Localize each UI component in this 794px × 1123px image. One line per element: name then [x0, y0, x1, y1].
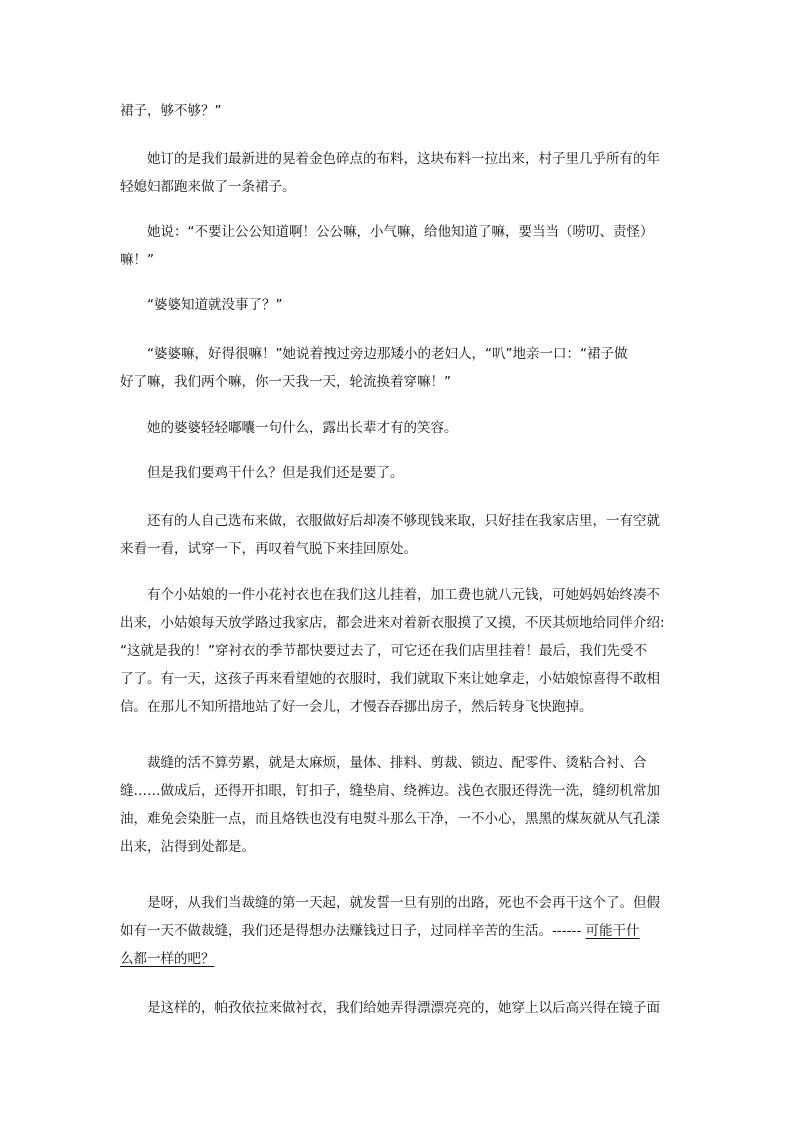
text-line: “这就是我的！”穿衬衣的季节都快要过去了，可它还在我们店里挂着！最后，我们先受不	[120, 643, 647, 659]
text-line: 出来，小姑娘每天放学路过我家店，都会进来对着新衣服摸了又摸，不厌其烦地给同伴介绍:	[120, 615, 665, 631]
text-line: 嘛！”	[120, 252, 154, 268]
paragraph-1	[120, 97, 676, 125]
paragraph-2	[120, 145, 676, 201]
paragraph-11	[120, 889, 676, 973]
text-line: 她的婆婆轻轻嘟囔一句什么，露出长辈才有的笑容。	[120, 420, 458, 436]
text-line	[120, 917, 676, 945]
underlined-text: 可能干什	[585, 923, 640, 939]
paragraph-6	[120, 414, 676, 442]
text-line: “婆婆嘛，好得很嘛！”她说着拽过旁边那矮小的老妇人，“叭”地亲一口：“裙子做	[120, 346, 628, 362]
text-line	[120, 945, 676, 973]
text-line: 轻媳妇都跑来做了一条裙子。	[120, 179, 296, 195]
text-line: 裙子，够不够？”	[120, 103, 222, 119]
paragraph-8	[120, 507, 676, 563]
paragraph-4	[120, 291, 676, 319]
text-line: 出来，沾得到处都是。	[120, 839, 255, 855]
text-line: 信。在那儿不知所措地站了好一会儿，才慢吞吞挪出房子，然后转身飞快跑掉。	[120, 699, 593, 715]
text-line: 是呀，从我们当裁缝的第一天起，就发誓一旦有别的出路，死也不会再干这个了。但假	[120, 895, 660, 911]
text-line: 裁缝的活不算劳累，就是太麻烦，量体、排料、剪裁、锁边、配零件、烫粘合衬、合	[120, 755, 647, 771]
paragraph-3	[120, 218, 676, 274]
paragraph-5	[120, 340, 676, 396]
text-line: 缝……做成后，还得开扣眼，钉扣子，缝垫肩、绕裤边。浅色衣服还得洗一洗，缝纫机常加	[120, 783, 660, 799]
paragraph-9	[120, 581, 676, 721]
paragraph-12	[120, 994, 676, 1022]
text-line-start: 如有一天不做裁缝，我们还是得想办法赚钱过日子，过同样辛苦的生活。------	[120, 923, 586, 939]
paragraph-10	[120, 749, 676, 861]
text-line: 她订的是我们最新进的晃着金色碎点的布料，这块布料一拉出来，村子里几乎所有的年	[120, 151, 660, 167]
underlined-text: 么都一样的吧？	[120, 951, 215, 967]
text-line: 是这样的，帕孜依拉来做衬衣，我们给她弄得漂漂亮亮的，她穿上以后高兴得在镜子面	[120, 1000, 660, 1016]
text-line: 好了嘛，我们两个嘛，你一天我一天，轮流换着穿嘛！”	[120, 374, 451, 390]
text-line: “婆婆知道就没事了？”	[120, 297, 283, 313]
text-line: 但是我们要鸡干什么？但是我们还是要了。	[120, 465, 404, 481]
text-line: 还有的人自己选布来做，衣服做好后却凑不够现钱来取，只好挂在我家店里，一有空就	[120, 513, 660, 529]
text-line: 油，难免会染脏一点，而且烙铁也没有电熨斗那么干净，一不小心，黑黑的煤灰就从气孔漾	[120, 811, 660, 827]
text-line: 了了。有一天，这孩子再来看望她的衣服时，我们就取下来让她拿走，小姑娘惊喜得不敢相	[120, 671, 660, 687]
text-line: 有个小姑娘的一件小花衬衣也在我们这儿挂着，加工费也就八元钱，可她妈妈始终凑不	[120, 587, 660, 603]
paragraph-7	[120, 459, 676, 487]
text-line: 来看一看，试穿一下，再叹着气脱下来挂回原处。	[120, 541, 417, 557]
text-line: 她说：“不要让公公知道啊！公公嘛，小气嘛，给他知道了嘛，要当当（唠叨、责怪）	[120, 224, 654, 240]
